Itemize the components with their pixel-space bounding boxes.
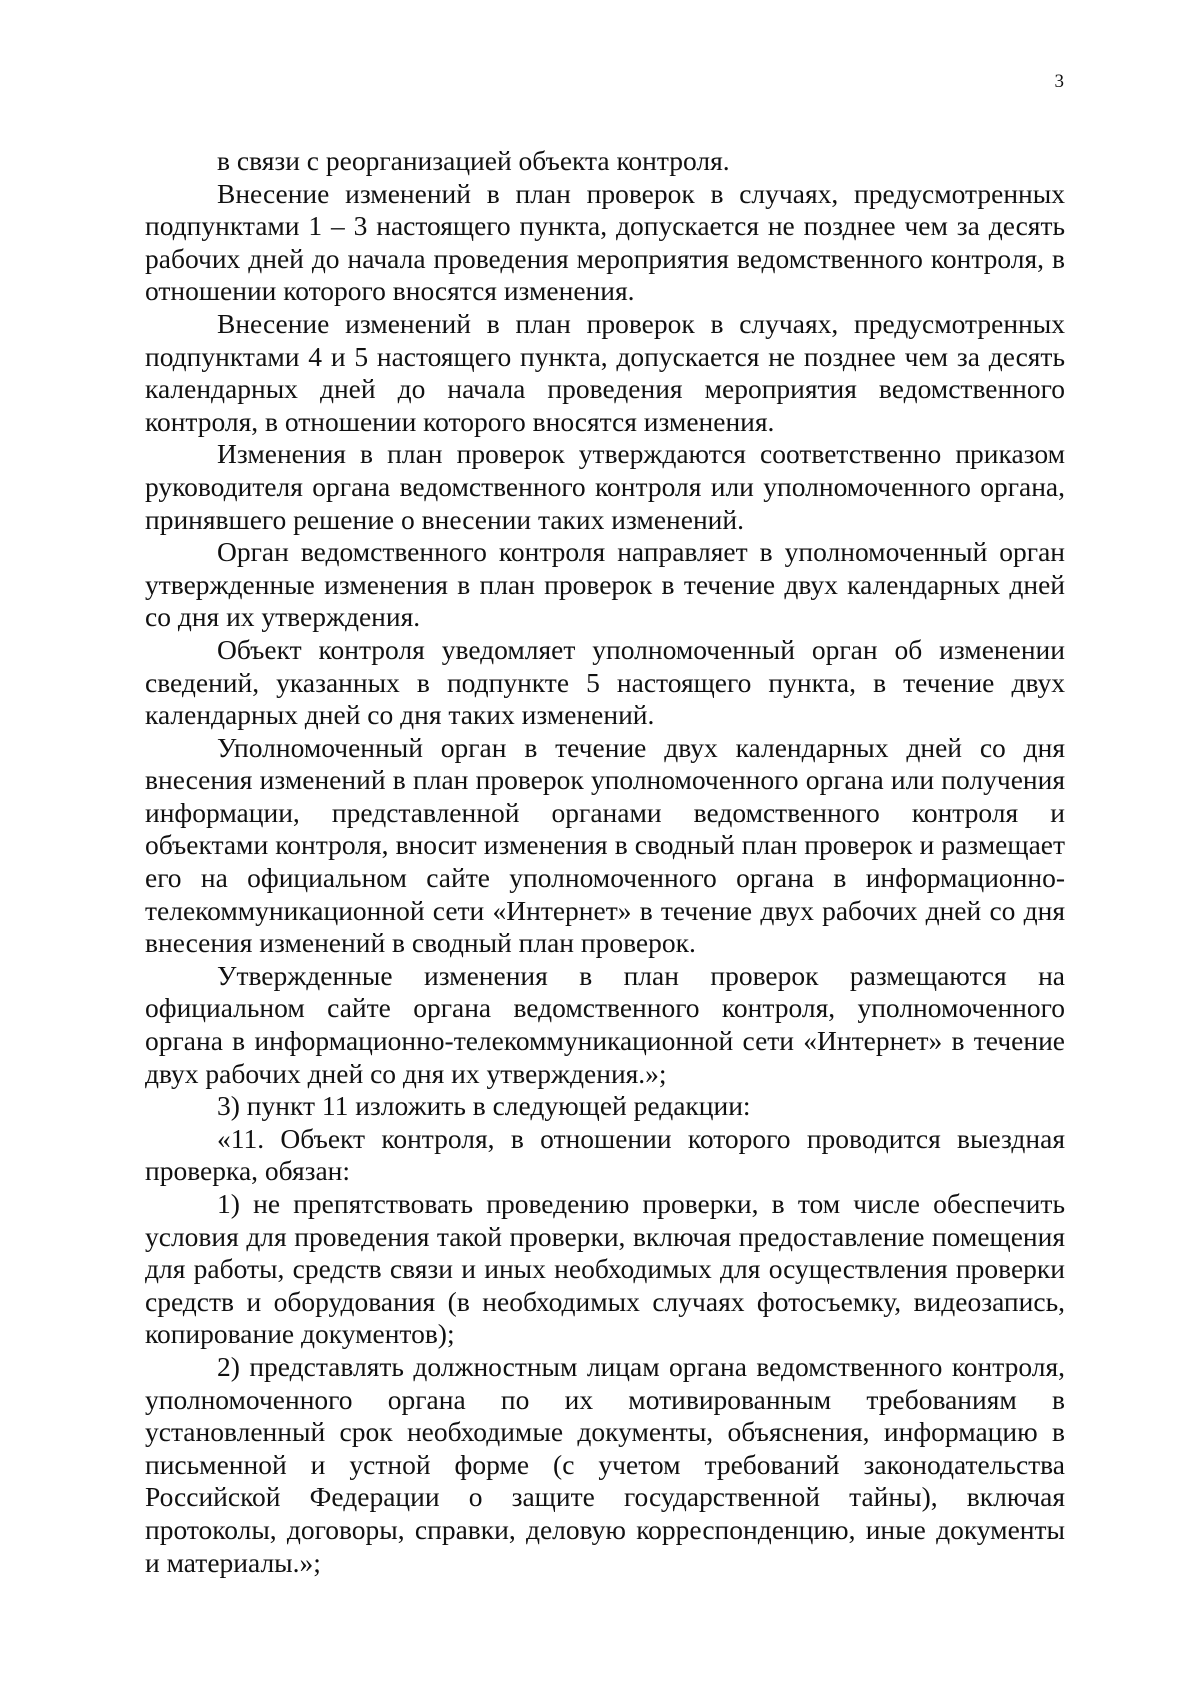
document-body	[145, 145, 1065, 1579]
paragraph-4: Изменения в план проверок утверждаются соответственно приказом руководителя органа ведомственного контроля или уполномоченного органа, принявшего решение о внесении таких изменений.	[145, 438, 1065, 535]
page-number: 3	[1054, 71, 1064, 92]
paragraph-1: в связи с реорганизацией объекта контроля.	[217, 145, 730, 176]
paragraph-12: 2) представлять должностным лицам органа ведомственного контроля, уполномоченного органа по их мотивированным требованиям в установленный срок необходимые документы, объяснения, информацию в письменной и устной форме (с учетом требований законодательства Российской Федерации о защите государственной тайны), включая протоколы, договоры, справки, деловую корреспонденцию, иные документы и материалы.»;	[145, 1350, 1065, 1578]
paragraph-5: Орган ведомственного контроля направляет в уполномоченный орган утвержденные изменения в план проверок в течение двух календарных дней со дня их утверждения.	[145, 536, 1065, 633]
paragraph-3: Внесение изменений в план проверок в случаях, предусмотренных подпунктами 4 и 5 настоящего пункта, допускается не позднее чем за десять календарных дней до начала проведения мероприятия ведомственного контроля, в отношении которого вносятся изменения.	[145, 307, 1065, 437]
paragraph-8: Утвержденные изменения в план проверок размещаются на официальном сайте органа ведомственного контроля, уполномоченного органа в информационно-телекоммуникационной сети «Интернет» в течение двух рабочих дней со дня их утверждения.»;	[145, 959, 1065, 1089]
paragraph-11: 1) не препятствовать проведению проверки, в том числе обеспечить условия для проведения такой проверки, включая предоставление помещения для работы, средств связи и иных необходимых для осуществления проверки средств и оборудования (в необходимых случаях фотосъемку, видеозапись, копирование документов);	[145, 1188, 1065, 1350]
paragraph-10: «11. Объект контроля, в отношении которого проводится выездная проверка, обязан:	[145, 1122, 1065, 1187]
paragraph-6: Объект контроля уведомляет уполномоченный орган об изменении сведений, указанных в подпункте 5 настоящего пункта, в течение двух календарных дней со дня таких изменений.	[145, 633, 1065, 731]
paragraph-7: Уполномоченный орган в течение двух календарных дней со дня внесения изменений в план проверок уполномоченного органа или получения информации, представленной органами ведомственного контроля и объектами контроля, вносит изменения в сводный план проверок и размещает его на официальном сайте уполномоченного органа в информационно-телекоммуникационной сети «Интернет» в течение двух рабочих дней со дня внесения изменений в сводный план проверок.	[145, 731, 1065, 959]
paragraph-9: 3) пункт 11 изложить в следующей редакции:	[217, 1090, 751, 1122]
paragraph-2: Внесение изменений в план проверок в случаях, предусмотренных подпунктами 1 – 3 настоящего пункта, допускается не позднее чем за десять рабочих дней до начала проведения мероприятия ведомственного контроля, в отношении которого вносятся изменения.	[145, 177, 1065, 307]
